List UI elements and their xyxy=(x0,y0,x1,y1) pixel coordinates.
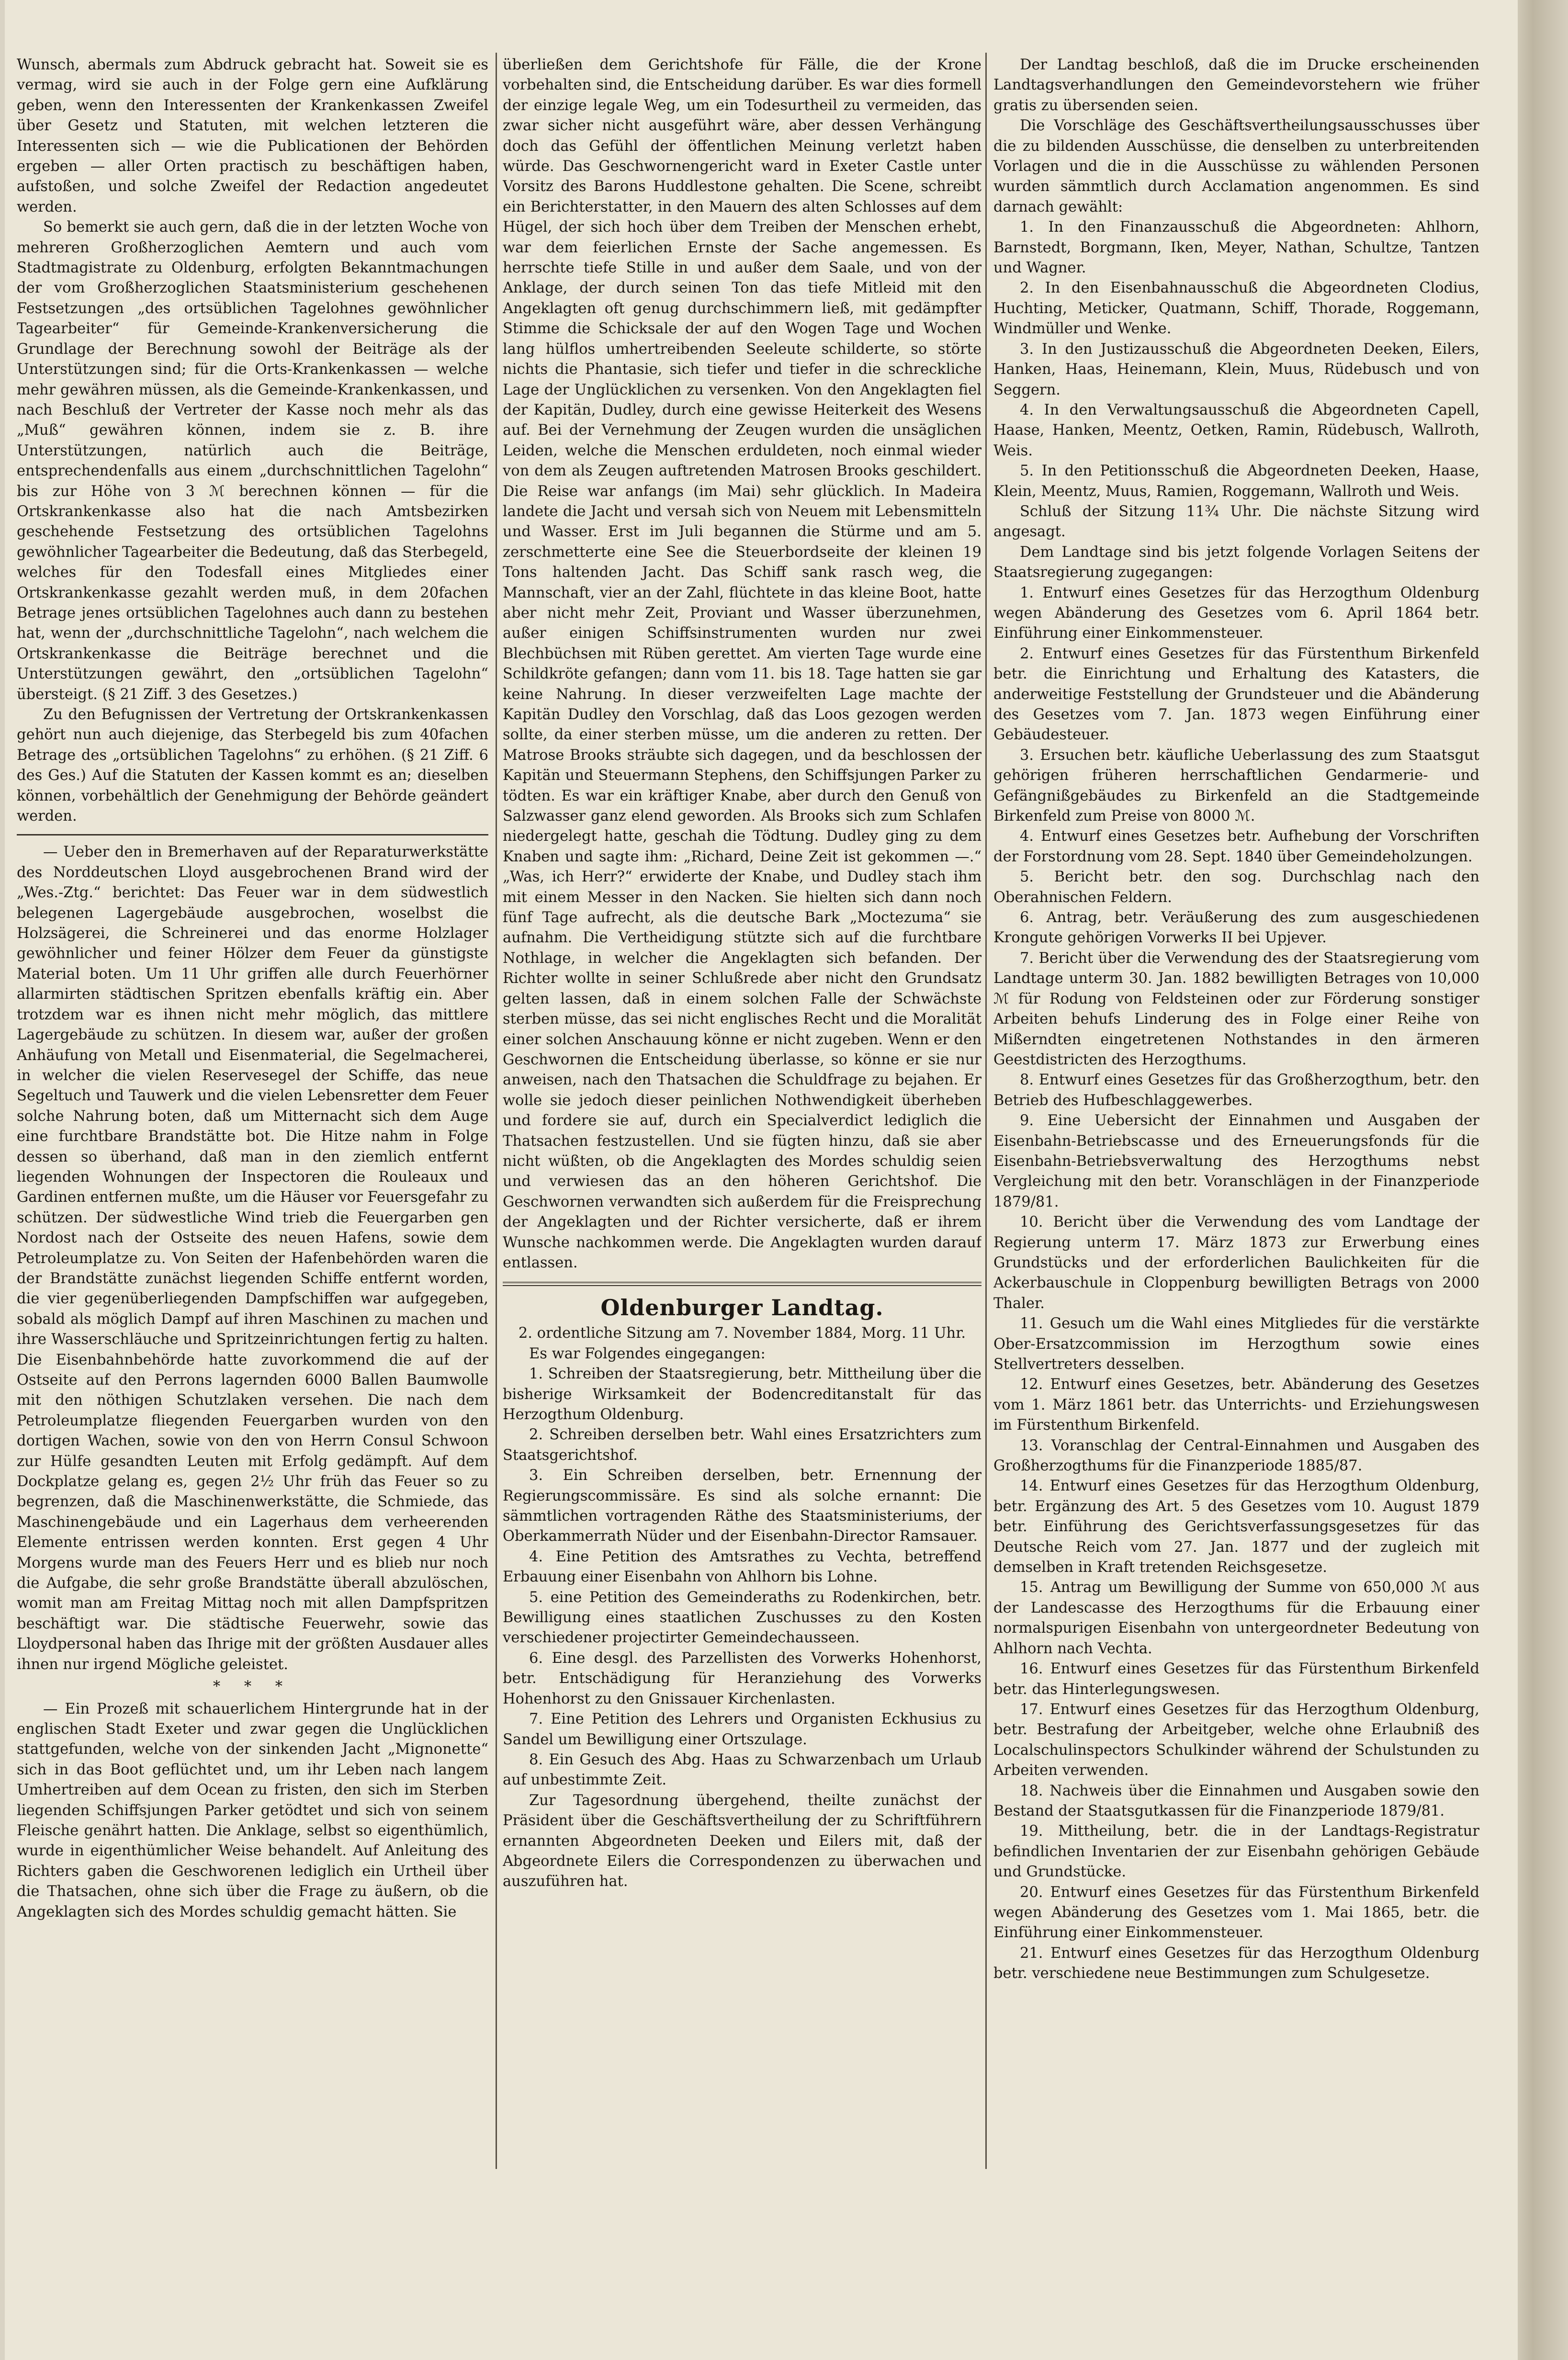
list-item: 7. Eine Petition des Lehrers und Organisten Eckhusius zu Sandel um Bewilligung einer Ortszulage. xyxy=(503,1711,981,1748)
list-item: 4. In den Verwaltungsausschuß die Abgeordneten Capell, Haase, Hanken, Meentz, Oetken, Ramin, Rüdebusch, Wallroth, Weis. xyxy=(993,401,1479,459)
list-item: 6. Eine desgl. des Parzellisten des Vorwerks Hohenhorst, betr. Entschädigung für Heranziehung des Vorwerks Hohenhorst zu den Gnissauer Kirchenlasten. xyxy=(503,1649,981,1707)
session-line: 2. ordentliche Sitzung am 7. November 1884, Morg. 11 Uhr. xyxy=(518,1325,966,1342)
article-paragraph: So bemerkt sie auch gern, daß die in der letzten Woche von mehreren Großherzoglichen Aemtern und auch vom Stadtmagistrate zu Oldenburg, erfolgten Bekanntmachungen der vom Großherzoglichen Staatsministerium geschehenen Festsetzungen „des ortsüblichen Tagelohnes gewöhnlicher Tagearbeiter“ für Gemeinde-Krankenversicherung die Grundlage der Berechnung sowohl der Beiträge als der Unterstützungen sind; für die Orts-Krankenkassen — welche mehr gewähren müssen, als die Gemeinde-Krankenkassen, und nach Beschluß der Vertreter der Kasse noch mehr als das „Muß“ gewähren können, indem sie z. B. ihre Unterstützungen, natürlich auch die Beiträge, entsprechendenfalls aus einem „durchschnittlichen Tagelohn“ bis zur Höhe von 3 ℳ berechnen können — für die Ortskrankenkasse also hat die nach Amtsbezirken geschehende Festsetzung des ortsüblichen Tagelohns gewöhnlicher Tagearbeiter die Bedeutung, daß das Sterbegeld, welches für den Todesfall eines Mitgliedes einer Ortskrankenkasse gezahlt werden muß, in dem 20fachen Betrage jenes ortsüblichen Tagelohnes auch dann zu bestehen hat, wenn der „durchschnittliche Tagelohn“, nach welchem die Ortskrankenkasse die Beiträge berechnet und die Unterstützungen gewährt, den „ortsüblichen Tagelohn“ übersteigt. (§ 21 Ziff. 3 des Gesetzes.) xyxy=(17,219,488,703)
list-item: 11. Gesuch um die Wahl eines Mitgliedes für die verstärkte Ober-Ersatzcommission im Herzogthum sowie eines Stellvertreters desselben. xyxy=(993,1315,1479,1373)
list-item: 1. Schreiben der Staatsregierung, betr. Mittheilung über die bisherige Wirksamkeit der Bodencreditanstalt für das Herzogthum Oldenburg. xyxy=(503,1366,981,1423)
article-paragraph: Schluß der Sitzung 11¾ Uhr. Die nächste Sitzung wird angesagt. xyxy=(993,503,1479,541)
list-item: 5. Bericht betr. den sog. Durchschlag nach den Oberahnischen Feldern. xyxy=(993,869,1479,906)
list-item: 18. Nachweis über die Einnahmen und Ausgaben sowie den Bestand der Staatsgutkassen für die Finanzperiode 1879/81. xyxy=(993,1782,1479,1819)
list-item: 3. Ein Schreiben derselben, betr. Ernennung der Regierungscommissäre. Es sind als solche ernannt: Die sämmtlichen vortragenden Räthe des Staatsministeriums, der Oberkammerrath Nüder und der Eisenbahn-Director Ramsauer. xyxy=(503,1467,981,1545)
list-item: 1. In den Finanzausschuß die Abgeordneten: Ahlhorn, Barnstedt, Borgmann, Iken, Meyer, Nathan, Schultze, Tantzen und Wagner. xyxy=(993,219,1479,277)
list-item: 4. Eine Petition des Amtsrathes zu Vechta, betreffend Erbauung einer Eisenbahn von Ahlhorn bis Lohne. xyxy=(503,1548,981,1586)
list-item: 6. Antrag, betr. Veräußerung des zum ausgeschiedenen Krongute gehörigen Vorwerks II bei Upjever. xyxy=(993,909,1479,947)
closing-paragraph: Zur Tagesordnung übergehend, theilte zunächst der Präsident über die Geschäftsvertheilung der zu Schriftführern ernannten Abgeordneten Deeken und Eilers mit, daß der Abgeordnete Eilers die Correspondenzen zu überwachen und auszuführen hat. xyxy=(503,1792,981,1890)
list-item: 5. In den Petitionsschuß die Abgeordneten Deeken, Haase, Klein, Meentz, Muus, Ramien, Roggemann, Wallroth und Weis. xyxy=(993,463,1479,500)
page-edge xyxy=(1518,0,1568,2360)
list-item: 5. eine Petition des Gemeinderaths zu Rodenkirchen, betr. Bewilligung eines staatlichen Zuschusses zu den Kosten verschiedener projectirter Gemeindechausseen. xyxy=(503,1589,981,1647)
article-paragraph: Dem Landtage sind bis jetzt folgende Vorlagen Seitens der Staatsregierung zugegangen: xyxy=(993,543,1479,581)
list-item: 16. Entwurf eines Gesetzes für das Fürstenthum Birkenfeld betr. das Hinterlegungswesen. xyxy=(993,1660,1479,1698)
star-separator: * * * xyxy=(213,1678,293,1695)
list-item: 9. Eine Uebersicht der Einnahmen und Ausgaben der Eisenbahn-Betriebscasse und des Erneuerungsfonds für die Eisenbahn-Betriebsverwaltung des Herzogthums nebst Vergleichung mit den betr. Voranschlägen in der Finanzperiode 1879/81. xyxy=(993,1112,1479,1210)
list-item: 19. Mittheilung, betr. die in der Landtags-Registratur befindlichen Inventarien der zur Eisenbahn gehörigen Gebäude und Grundstücke. xyxy=(993,1823,1479,1881)
article-exeter-trial-cont: überließen dem Gerichtshofe für Fälle, die der Krone vorbehalten sind, die Entscheidung darüber. Es war dies formell der einzige legale Weg, um ein Todesurtheil zu vermeiden, das zwar sicher nicht ausgeführt wäre, aber dessen Verhängung doch das Gefühl der öffentlichen Meinung verletzt haben würde. Das Geschwornengericht ward in Exeter Castle unter Vorsitz des Barons Huddlestone gehalten. Die Scene, schreibt ein Berichterstatter, in den Mauern des alten Schlosses auf dem Hügel, der sich hoch über dem Treiben der Menschen erhebt, war dem feierlichen Ernste der Sache angemessen. Es herrschte tiefe Stille in und außer dem Saale, und von der Anklage, der durch seinen Ton das tiefe Mitleid mit den Angeklagten oft genug durchschimmern ließ, mit gedämpfter Stimme die Schicksale der auf den Wogen Tage und Wochen lang hülflos umhertreibenden Seeleute schilderte, so störte nichts die Phantasie, sich tiefer und tiefer in die schreckliche Lage der Unglücklichen zu versenken. Von den Angeklagten fiel der Kapitän, Dudley, durch eine gewisse Heiterkeit des Wesens auf. Bei der Vernehmung der Zeugen wurden die unsäglichen Leiden, welche die Menschen erduldeten, noch einmal wieder von dem als Zeugen auftretenden Matrosen Brooks geschildert. Die Reise war anfangs (im Mai) sehr glücklich. In Madeira landete die Jacht und versah sich von Neuem mit Lebensmitteln und Wasser. Erst im Juli begannen die Stürme und am 5. zerschmetterte eine See die Steuerbordseite der kleinen 19 Tons haltenden Jacht. Das Schiff sank rasch weg, die Mannschaft, vier an der Zahl, flüchtete in das kleine Boot, hatte aber nicht mehr Zeit, Proviant und Wasser überzunehmen, außer einigen Schiffsinstrumenten wurden nur zwei Blechbüchsen mit Rüben gerettet. Am vierten Tage wurde eine Schildkröte gefangen; dann vom 11. bis 18. Tage hatten sie gar keine Nahrung. In dieser verzweifelten Lage machte der Kapitän Dudley den Vorschlag, daß das Loos gezogen werden sollte, da einer sterben müsse, um die anderen zu retten. Der Matrose Brooks sträubte sich dagegen, und da beschlossen der Kapitän und Steuermann Stephens, den Schiffsjungen Parker zu tödten. Es war ein kräftiger Knabe, aber durch den Genuß von Salzwasser ganz elend geworden. Als Brooks sich zum Schlafen niedergelegt hatte, geschah die Tödtung. Dudley ging zu dem Knaben und sagte ihm: „Richard, Deine Zeit ist gekommen —.“ „Was, ich Herr?“ erwiderte der Knabe, und Dudley stach ihm mit einem Messer in den Nacken. Sie hielten sich dann noch fünf Tage aufrecht, als die deutsche Bark „Moctezuma“ sie aufnahm. Die Vertheidigung stützte sich auf die furchtbare Nothlage, in welcher die Angeklagten sich befanden. Der Richter wollte in seiner Schlußrede aber nicht den Grundsatz gelten lassen, daß in einem solchen Falle der Schwächste sterben müsse, das sei nicht englisches Recht und die Moralität einer solchen Anschauung könne er nicht zugeben. Wenn er den Geschwornen die Entscheidung überlasse, so könne er sie nur anweisen, nach den Thatsachen die Schuldfrage zu bejahen. Er wolle sie jedoch dieser peinlichen Nothwendigkeit überheben und fordere sie auf, durch ein Specialverdict lediglich die Thatsachen festzustellen. Und sie fügten hinzu, daß sie aber nicht wüßten, ob die Angeklagten des Mordes schuldig seien und verwiesen das an den höheren Gerichtshof. Die Geschwornen verwandten sich außerdem für die Freisprechung der Angeklagten und der Richter versicherte, daß er ihrem Wunsche nachkommen werde. Die Angeklagten wurden darauf entlassen. xyxy=(503,56,981,1271)
list-item: 8. Entwurf eines Gesetzes für das Großherzogthum, betr. den Betrieb des Hufbeschlaggewerbes. xyxy=(993,1072,1479,1109)
list-item: 17. Entwurf eines Gesetzes für das Herzogthum Oldenburg, betr. Bestrafung der Arbeitgeber, welche ohne Erlaubniß des Localschulinspectors Schulkinder während der Schulstunden zu Arbeiten verwenden. xyxy=(993,1701,1479,1779)
list-item: 12. Entwurf eines Gesetzes, betr. Abänderung des Gesetzes vom 1. März 1861 betr. das Unterrichts- und Erziehungswesen im Fürstenthum Birkenfeld. xyxy=(993,1376,1479,1434)
section-divider xyxy=(503,1282,981,1286)
article-paragraph: Zu den Befugnissen der Vertretung der Ortskrankenkassen gehört nun auch diejenige, das Sterbegeld bis zum 40fachen Betrage des „ortsüblichen Tagelohns“ zu erhöhen. (§ 21 Ziff. 6 des Ges.) Auf die Statuten der Kassen kommt es an; dieselben können, vorbehältlich der Genehmigung der Behörde geändert werden. xyxy=(17,706,488,825)
list-item: 21. Entwurf eines Gesetzes für das Herzogthum Oldenburg betr. verschiedene neue Bestimmungen zum Schulgesetze. xyxy=(993,1944,1479,1982)
list-item: 7. Bericht über die Verwendung des der Staatsregierung vom Landtage unterm 30. Jan. 1882 bewilligten Betrages von 10,000 ℳ für Rodung von Feldsteinen oder zur Förderung sonstiger Arbeiten behufs Linderung des in Folge einer Reihe von Mißerndten eingetretenen Nothstandes in den ärmeren Geestdistricten des Herzogthums. xyxy=(993,949,1479,1068)
list-item: 10. Bericht über die Verwendung des vom Landtage der Regierung unterm 17. März 1873 zur Erwerbung eines Grundstücks und der erforderlichen Baulichkeiten für die Ackerbauschule in Cloppenburg bewilligten Betrags von 2000 Thaler. xyxy=(993,1214,1479,1312)
list-item: 8. Ein Gesuch des Abg. Haas zu Schwarzenbach um Urlaub auf unbestimmte Zeit. xyxy=(503,1751,981,1789)
list-item: 3. Ersuchen betr. käufliche Ueberlassung des zum Staatsgut gehörigen früheren herrschaftlichen Gendarmerie- und Gefängnißgebäudes zu Birkenfeld an die Stadtgemeinde Birkenfeld zum Preise von 8000 ℳ. xyxy=(993,746,1479,825)
column-rule-2 xyxy=(985,53,987,2169)
committee-list xyxy=(993,217,1479,502)
article-exeter-trial: — Ein Prozeß mit schauerlichem Hintergrunde hat in der englischen Stadt Exeter und zwar gegen die Unglücklichen stattgefunden, welche von der sinkenden Jacht „Mignonette“ sich in das Boot geflüchtet und, um ihr Leben nach langem Umhertreiben auf dem Ocean zu fristen, den sich im Sterben liegenden Schiffsjungen Parker getödtet und sich von seinem Fleische genährt hatten. Die Anklage, selbst so eigenthümlich, wurde in eigenthümlicher Weise behandelt. Auf Anleitung des Richters gaben die Geschworenen lediglich ein Urtheil über die Thatsachen, ohne sich über die Frage zu äußern, ob die Angeklagten sich des Mordes schuldig gemacht hätten. Sie xyxy=(17,1700,488,1920)
article-bremerhaven-fire: — Ueber den in Bremerhaven auf der Reparaturwerkstätte des Norddeutschen Lloyd ausgebrochenen Brand wird der „Wes.-Ztg.“ berichtet: Das Feuer war in dem südwestlich belegenen Lagergebäude ausgebrochen, woselbst die Holzsägerei, die Schreinerei und das enorme Holzlager gewöhnlicher und feiner Hölzer dem Feuer da günstigste Material boten. Um 11 Uhr griffen alle durch Feuerhörner allarmirten städtischen Spritzen ebenfalls kräftig ein. Aber trotzdem war es ihnen nicht mehr möglich, das mittlere Lagergebäude zu schützen. In diesem war, außer der großen Anhäufung von Metall und Eisenmaterial, die Segelmacherei, in welcher die vielen Reservesegel der Schiffe, das neue Segeltuch und Tauwerk und die vielen Lebensretter dem Feuer solche Nahrung boten, daß um Mitternacht sich dem Auge eine furchtbare Brandstätte bot. Die Hitze nahm in Folge dessen so überhand, daß man in den ziemlich entfernt liegenden Wohnungen der Inspectoren die Rouleaux und Gardinen entfernen mußte, um die Häuser vor Feuersgefahr zu schützen. Der südwestliche Wind trieb die Feuergarben gen Nordost nach der Ostseite des neuen Hafens, sowie dem Petroleumplatze zu. Von Seiten der Hafenbehörden waren die der Brandstätte zunächst liegenden Schiffe entfernt worden, die vier gegenüberliegenden Dampfschiffen war aufgegeben, sobald als möglich Dampf auf ihren Maschinen zu machen und ihre Wasserschläuche und Spritzeinrichtungen fertig zu halten. Die Eisenbahnbehörde hatte zuvorkommend die auf der Ostseite auf den Perrons lagernden 6000 Ballen Baumwolle mit den nöthigen Schutzlaken versehen. Die nach dem Petroleumplatze fliegenden Feuergarben wurden von den dortigen Wachen, sowie von den von Herrn Consul Schwoon zur Hülfe gesandten Leuten mit Erfolg gedämpft. Auf dem Dockplatze gelang es, gegen 2½ Uhr früh das Feuer so zu begrenzen, daß die Maschinenwerkstätte, die Schmiede, das Maschinengebäude und ein Lagerhaus dem verheerenden Elemente entrissen werden konnten. Erst gegen 4 Uhr Morgens wurde man des Feuers Herr und es blieb nur noch die Aufgabe, die sehr große Brandstätte überall abzulöschen, womit man am Freitag Mittag noch mit allen Dampfspritzen beschäftigt war. Die städtische Feuerwehr, sowie das Lloydpersonal haben das Ihrige mit der größten Ausdauer alles ihnen nur irgend Mögliche geleistet. xyxy=(17,844,488,1673)
list-item: 2. Schreiben derselben betr. Wahl eines Ersatzrichters zum Staatsgerichtshof. xyxy=(503,1426,981,1464)
incoming-items-list xyxy=(503,1364,981,1791)
list-item: 2. In den Eisenbahnausschuß die Abgeordneten Clodius, Huchting, Meticker, Quatmann, Schiff, Thorade, Roggemann, Windmüller und Wenke. xyxy=(993,280,1479,338)
list-item: 2. Entwurf eines Gesetzes für das Fürstenthum Birkenfeld betr. die Einrichtung und Erhaltung des Katasters, die anderweitige Feststellung der Grundsteuer und die Abänderung des Gesetzes vom 7. Jan. 1873 wegen Einführung einer Gebäudesteuer. xyxy=(993,645,1479,744)
bills-list xyxy=(993,583,1479,1984)
list-item: 20. Entwurf eines Gesetzes für das Fürstenthum Birkenfeld wegen Abänderung des Gesetzes vom 1. Mai 1865, betr. die Einführung einer Einkommensteuer. xyxy=(993,1884,1479,1942)
section-headline: Oldenburger Landtag. xyxy=(600,1295,884,1321)
column-1 xyxy=(17,55,488,2334)
article-divider xyxy=(17,834,488,836)
article-paragraph: Der Landtag beschloß, daß die im Drucke erscheinenden Landtagsverhandlungen den Gemeindevorstehern wie früher gratis zu übersenden seien. xyxy=(993,56,1479,114)
list-item: 1. Entwurf eines Gesetzes für das Herzogthum Oldenburg wegen Abänderung des Gesetzes vom 6. April 1864 betr. Einführung einer Einkommensteuer. xyxy=(993,584,1479,642)
column-rule-1 xyxy=(496,53,497,2169)
column-3 xyxy=(993,55,1479,2334)
list-item: 13. Voranschlag der Central-Einnahmen und Ausgaben des Großherzogthums für die Finanzperiode 1885/87. xyxy=(993,1437,1479,1475)
list-item: 3. In den Justizausschuß die Abgeordneten Deeken, Eilers, Hanken, Haas, Heinemann, Klein, Muus, Rüdebusch und von Seggern. xyxy=(993,340,1479,398)
list-item: 15. Antrag um Bewilligung der Summe von 650,000 ℳ aus der Landescasse des Herzogthums für die Erbauung einer normalspurigen Eisenbahn von untergeordneter Bedeutung von Ahlhorn nach Vechta. xyxy=(993,1579,1479,1657)
article-paragraph: Die Vorschläge des Geschäftsvertheilungsausschusses über die zu bildenden Ausschüsse, die denselben zu unterbreitenden Vorlagen und die in die Ausschüsse zu wählenden Personen wurden sämmtlich durch Acclamation angenommen. Es sind darnach gewählt: xyxy=(993,117,1479,215)
intro-line: Es war Folgendes eingegangen: xyxy=(529,1345,766,1362)
column-2 xyxy=(503,55,981,2334)
article-krankenkassen-end: Wunsch, abermals zum Abdruck gebracht hat. Soweit sie es vermag, wird sie auch in der Folge gern eine Aufklärung geben, wenn den Interessenten der Krankenkassen Zweifel über Gesetz und Statuten, mit welchen letzteren die Interessenten sich — wie die Publicationen der Behörden ergeben — aller Orten practisch zu beschäftigen haben, aufstoßen, und solche Zweifel der Redaction angedeutet werden. xyxy=(17,56,488,215)
list-item: 4. Entwurf eines Gesetzes betr. Aufhebung der Vorschriften der Forstordnung vom 28. Sept. 1840 über Gemeindeholzungen. xyxy=(993,828,1479,865)
list-item: 14. Entwurf eines Gesetzes für das Herzogthum Oldenburg, betr. Ergänzung des Art. 5 des Gesetzes vom 10. August 1879 betr. Einführung des Gerichtsverfassungsgesetzes für das Deutsche Reich vom 27. Jan. 1877 und der zugleich mit demselben in Kraft tretenden Reichsgesetze. xyxy=(993,1478,1479,1576)
